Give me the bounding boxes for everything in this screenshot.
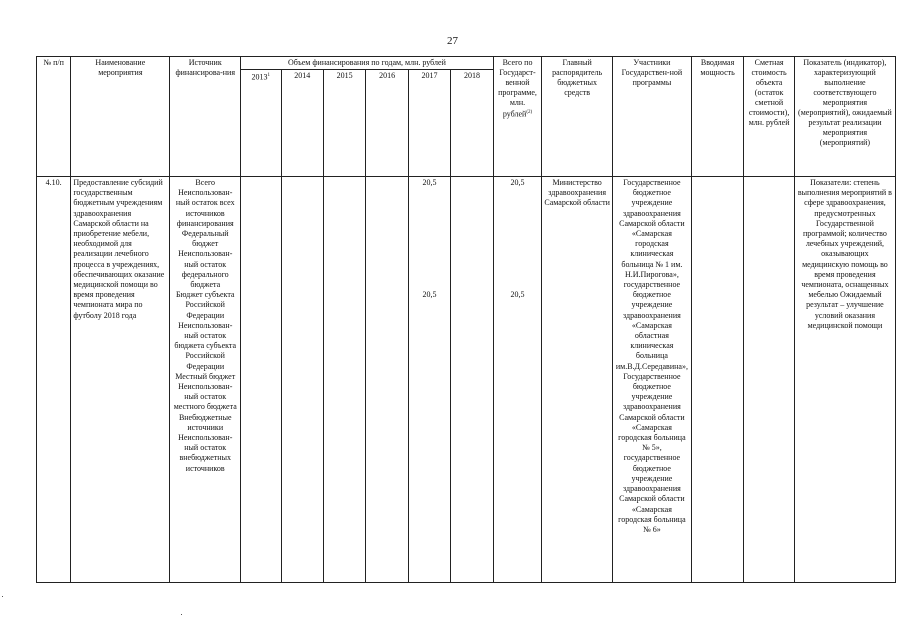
cell-2013 (241, 177, 281, 583)
source-item: Неиспользован-ный остаток всех источников финансирования (175, 188, 235, 228)
header-capacity: Вводимая мощность (691, 57, 744, 177)
row-estimated-cost (744, 177, 795, 583)
value-total-all: 20,5 (510, 178, 525, 187)
source-item: Всего (195, 178, 216, 187)
header-indicator: Показатель (индикатор), характеризующий выполнение соответствующего мероприятия (мероприятий), ожидаемый результат реализации мероприятия (мероприятий) (794, 57, 895, 177)
header-source: Источник финансирова-ния (170, 57, 241, 177)
program-table (36, 56, 896, 583)
value-2017-total: 20,5 (422, 178, 437, 187)
source-item: Неиспользован-ный остаток федерального бюджета (178, 249, 233, 290)
header-year-2016: 2016 (366, 70, 408, 177)
year-label: 2013 (251, 72, 268, 82)
header-total-label: Всего по Государст-венной программе, млн. рублей (498, 58, 537, 119)
cell-2014 (281, 177, 323, 583)
header-year-2018: 2018 (451, 70, 494, 177)
cell-2016 (366, 177, 408, 583)
source-item: Неиспользован-ный остаток бюджета субъекта Российской Федерации (174, 320, 237, 371)
header-row-1 (37, 57, 896, 70)
header-estimated-cost: Сметная стоимость объекта (остаток сметной стоимости), млн. рублей (744, 57, 795, 177)
cell-total (493, 177, 542, 583)
year-footnote: 1 (267, 73, 271, 78)
header-funding-group: Объем финансирования по годам, млн. рублей (241, 57, 494, 70)
cell-2018 (451, 177, 494, 583)
row-manager: Министерство здравоохранения Самарской области (542, 177, 613, 583)
table-row (37, 177, 896, 583)
header-name: Наименование мероприятия (71, 57, 170, 177)
header-num: № п/п (37, 57, 71, 177)
value-total-regional: 20,5 (510, 290, 525, 300)
source-item: Федеральный бюджет (181, 229, 229, 249)
row-capacity (691, 177, 744, 583)
header-year-2013 (241, 70, 281, 177)
cell-2015 (323, 177, 365, 583)
row-name: Предоставление субсидий государственным бюджетным учреждениям здравоохранения Самарской области на приобретение мебели, необходимой для реализации лечебного процесса в учреждениях, обеспечивающих оказание медицинской помощи во время проведения чемпионата мира по футболу 2018 года (71, 177, 170, 583)
header-manager: Главный распорядитель бюджетных средств (542, 57, 613, 177)
header-year-2017: 2017 (408, 70, 450, 177)
scan-speck (181, 614, 182, 615)
scan-speck (2, 596, 3, 597)
value-2017-regional: 20,5 (422, 290, 437, 300)
header-total (493, 57, 542, 177)
header-year-2014: 2014 (281, 70, 323, 177)
row-num: 4.10. (37, 177, 71, 583)
header-participants: Участники Государствен-ной программы (613, 57, 692, 177)
page-number: 27 (447, 35, 458, 47)
cell-2017 (408, 177, 450, 583)
row-indicator: Показатели: степень выполнения мероприятий в сфере здравоохранения, предусмотренных Государственной программой; количество лечебных учреждений, оказывающих медицинскую помощь во время проведения чемпионата, оснащенных мебелью Ожидаемый результат – улучшение условий оказания медицинской помощи (794, 177, 895, 583)
row-participants: Государственное бюджетное учреждение здравоохранения Самарской области «Самарская городская клиническая больница № 1 им. Н.И.Пирогова», государственное бюджетное учреждение здравоохранения «Самарская областная клиническая больница им.В.Д.Середавина», Государственное бюджетное учреждение здравоохранения Самарской области «Самарская городская больница № 5», государственное бюджетное учреждение здравоохранения Самарской области «Самарская городская больница № 6» (613, 177, 692, 583)
source-item: Внебюджетные источники (178, 412, 232, 432)
row-sources (170, 177, 241, 583)
header-year-2015: 2015 (323, 70, 365, 177)
source-item: Неиспользован-ный остаток внебюджетных источников (178, 433, 233, 473)
header-total-footnote: (2) (526, 110, 533, 115)
source-item: Бюджет субъекта Российской Федерации (175, 290, 235, 320)
source-item: Неиспользован-ный остаток местного бюджета (173, 382, 237, 412)
source-item: Местный бюджет (175, 371, 236, 381)
